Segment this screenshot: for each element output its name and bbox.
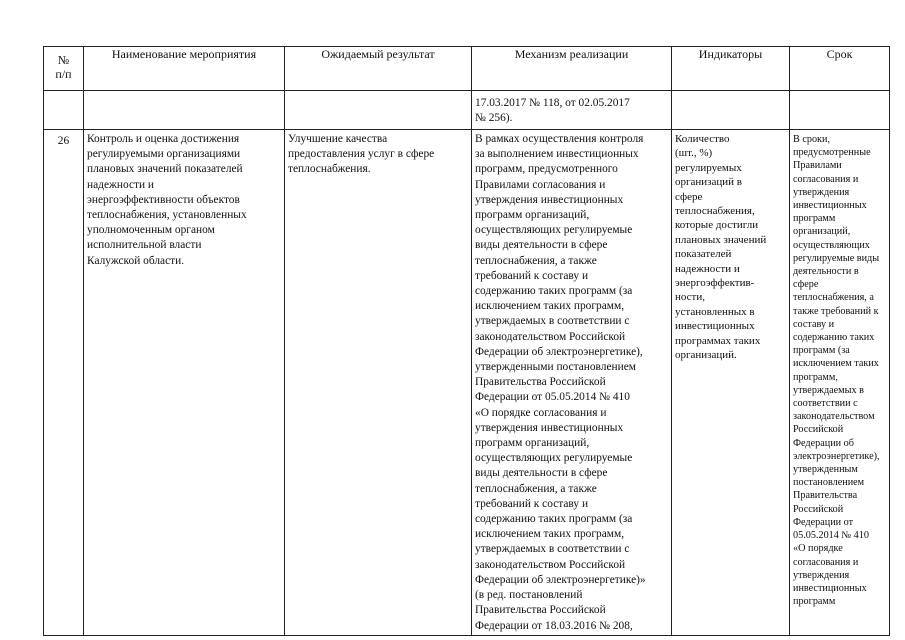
header-num-label: № п/п (55, 53, 72, 81)
row26-mechanism: В рамках осуществления контроля за выполнением инвестиционных программ, предусмотренного Правилами согласования и утверждения инвестиционных программ организаций, осуществляющих регулируемые виды деятельности в сфере теплоснабжения, а также требований к составу и содержанию таких программ (за исключением таких программ, утверждаемых в соответствии с законодательством Российской Федерации об электроэнергетике), утвержденными постановлением Правительства Российской Федерации от 05.05.2014 № 410 «О порядке согласования и утверждения инвестиционных программ организаций, осуществляющих регулируемые виды деятельности в сфере теплоснабжения, а также требований к составу и содержанию таких программ (за исключением таких программ, утверждаемых в соответствии с законодательством Российской Федерации об электроэнергетике)» (в ред. постановлений Правительства Российской Федерации от 18.03.2016 № 208, (475, 133, 646, 632)
row26-deadline-cell (790, 130, 890, 636)
row26-indicators-cell (672, 130, 790, 636)
table-row-26 (44, 130, 890, 636)
measures-table (43, 46, 890, 636)
row26-result-cell (285, 130, 472, 636)
row26-num-cell (44, 130, 84, 636)
row26-result: Улучшение качества предоставления услуг в сфере теплоснабжения. (288, 133, 435, 176)
row26-num: 26 (57, 135, 70, 147)
row26-name-cell (84, 130, 285, 636)
table-header-row (44, 47, 890, 91)
cont-num-cell (44, 91, 84, 130)
table-row-continuation (44, 91, 890, 130)
header-num (44, 47, 84, 91)
row26-deadline: В сроки, предусмотренные Правилами согласования и утверждения инвестиционных программ организаций, осуществляющих регулируемые виды деятельности в сфере теплоснабжения, а также требований к составу и содержанию таких программ (за исключением таких программ, утверждаемых в соответствии с законодательством Российской Федерации об электроэнергетике), утвержденным постановлением Правительства Российской Федерации от 05.05.2014 № 410 «О порядке согласования и утверждения инвестиционных программ (793, 134, 880, 608)
header-deadline: Срок (790, 47, 890, 91)
cont-mechanism-cell (472, 91, 672, 130)
cont-result-cell (285, 91, 472, 130)
cont-deadline-cell (790, 91, 890, 130)
cont-indicators-cell (672, 91, 790, 130)
header-mechanism: Механизм реализации (472, 47, 672, 91)
header-name: Наименование мероприятия (84, 47, 285, 91)
row26-name: Контроль и оценка достижения регулируемыми организациями плановых значений показателей надежности и энергоэффективности объектов теплоснабжения, установленных уполномоченным органом исполнительной власти Калужской области. (87, 133, 247, 267)
cont-mechanism-text: 17.03.2017 № 118, от 02.05.2017 № 256). (475, 97, 630, 125)
cont-name-cell (84, 91, 285, 130)
row26-mechanism-cell (472, 130, 672, 636)
header-result: Ожидаемый результат (285, 47, 472, 91)
header-indicators: Индикаторы (672, 47, 790, 91)
row26-indicators: Количество (шт., %) регулируемых организаций в сфере теплоснабжения, которые достигли плановых значений показателей надежности и энергоэффектив- ности, установленных в инвестиционных программах таких организаций. (675, 133, 767, 362)
